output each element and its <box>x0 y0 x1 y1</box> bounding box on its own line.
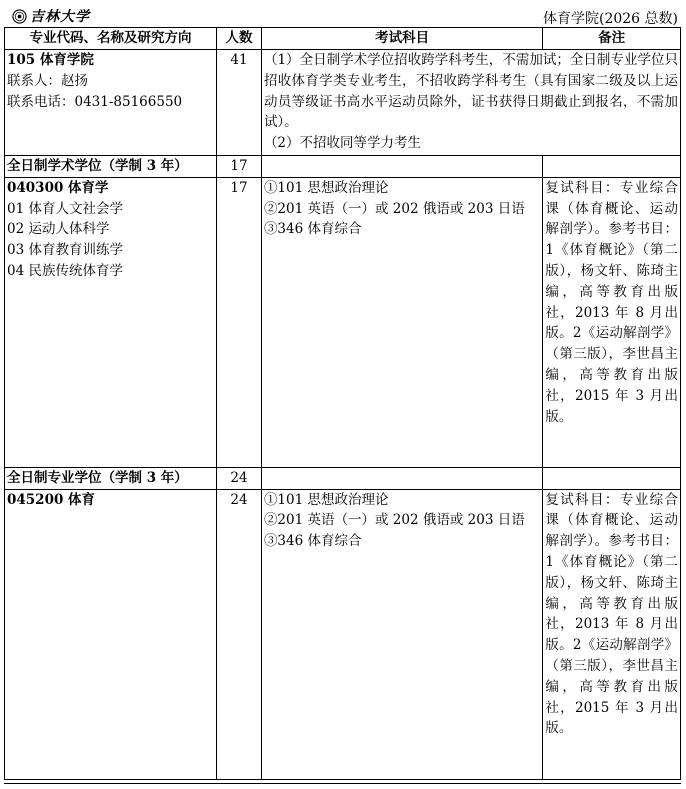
exam-subject: ①101 思想政治理论 <box>263 491 389 508</box>
dept-note: （1）全日制学术学位招收跨学科考生，不需加试；全日制专业学位只招收体育学类专业考生，不招收跨学科考生（具有国家二级及以上运动员等级证书高水平运动员除外，证书获得日期截止到报名，不需加试）。 <box>263 52 678 131</box>
column-header: 人数 <box>217 28 262 50</box>
remark-cell: 复试科目：专业综合课（体育概论、运动解剖学）。参考书目：1《体育概论》（第二版），杨文轩、陈琦主编，高等教育出版社，2013 年 8 月出版。2《运动解剖学》（第三版），李世昌主编，高等教育出版社，2015 年 3 月出版。 <box>543 177 681 467</box>
empty-cell <box>261 467 542 489</box>
dept-notes-cell <box>261 50 680 156</box>
major-info-cell <box>5 489 217 779</box>
section-count: 17 <box>217 156 262 178</box>
column-header: 专业代码、名称及研究方向 <box>5 28 217 50</box>
page-header <box>0 0 686 28</box>
exam-subject: ①101 思想政治理论 <box>263 179 389 196</box>
dept-row <box>5 50 681 156</box>
major-info-cell <box>5 177 217 467</box>
remark-cell: 复试科目：专业综合课（体育概论、运动解剖学）。参考书目：1《体育概论》（第二版），杨文轩、陈琦主编，高等教育出版社，2013 年 8 月出版。2《运动解剖学》（第三版），李世昌主编，高等教育出版社，2015 年 3 月出版。 <box>543 489 681 779</box>
empty-cell <box>543 156 681 178</box>
exam-subjects-cell <box>261 489 542 779</box>
university-logo <box>12 7 90 25</box>
research-direction: 01 体育人文社会学 <box>7 200 123 217</box>
exam-subject: ③346 体育综合 <box>263 221 362 238</box>
university-seal-icon <box>12 9 27 24</box>
dept-count: 41 <box>217 50 262 156</box>
column-header: 考试科目 <box>261 28 542 50</box>
column-header: 备注 <box>543 28 681 50</box>
major-count: 24 <box>217 489 262 779</box>
major-row-academic <box>5 177 681 467</box>
major-row-professional <box>5 489 681 779</box>
empty-cell <box>543 467 681 489</box>
major-title: 040300 体育学 <box>7 179 109 196</box>
section-label: 全日制专业学位（学制 3 年） <box>5 467 217 489</box>
section-count: 24 <box>217 467 262 489</box>
exam-subject: ②201 英语（一）或 202 俄语或 203 日语 <box>263 200 525 217</box>
empty-cell <box>261 156 542 178</box>
exam-subject: ②201 英语（一）或 202 俄语或 203 日语 <box>263 512 525 529</box>
dept-info-cell <box>5 50 217 156</box>
exam-subjects-cell <box>261 177 542 467</box>
research-direction: 03 体育教育训练学 <box>7 242 123 259</box>
table-header-row <box>5 28 681 50</box>
section-row-professional <box>5 467 681 489</box>
major-count: 17 <box>217 177 262 467</box>
table-continuation-edge <box>4 783 681 789</box>
section-label: 全日制学术学位（学制 3 年） <box>5 156 217 178</box>
dept-note: （2）不招收同等学力考生 <box>263 135 422 152</box>
document-tag: 体育学院(2026 总数) <box>542 11 678 27</box>
dept-phone: 联系电话：0431-85166550 <box>7 93 183 110</box>
major-title: 045200 体育 <box>7 491 96 508</box>
admissions-table <box>4 27 681 780</box>
logo-text: 吉林大学 <box>30 9 90 25</box>
dept-contact: 联系人：赵扬 <box>7 72 88 89</box>
dept-title: 105 体育学院 <box>7 52 94 68</box>
section-row-academic <box>5 156 681 178</box>
research-direction: 02 运动人体科学 <box>7 221 110 238</box>
exam-subject: ③346 体育综合 <box>263 533 362 550</box>
research-direction: 04 民族传统体育学 <box>7 262 123 279</box>
